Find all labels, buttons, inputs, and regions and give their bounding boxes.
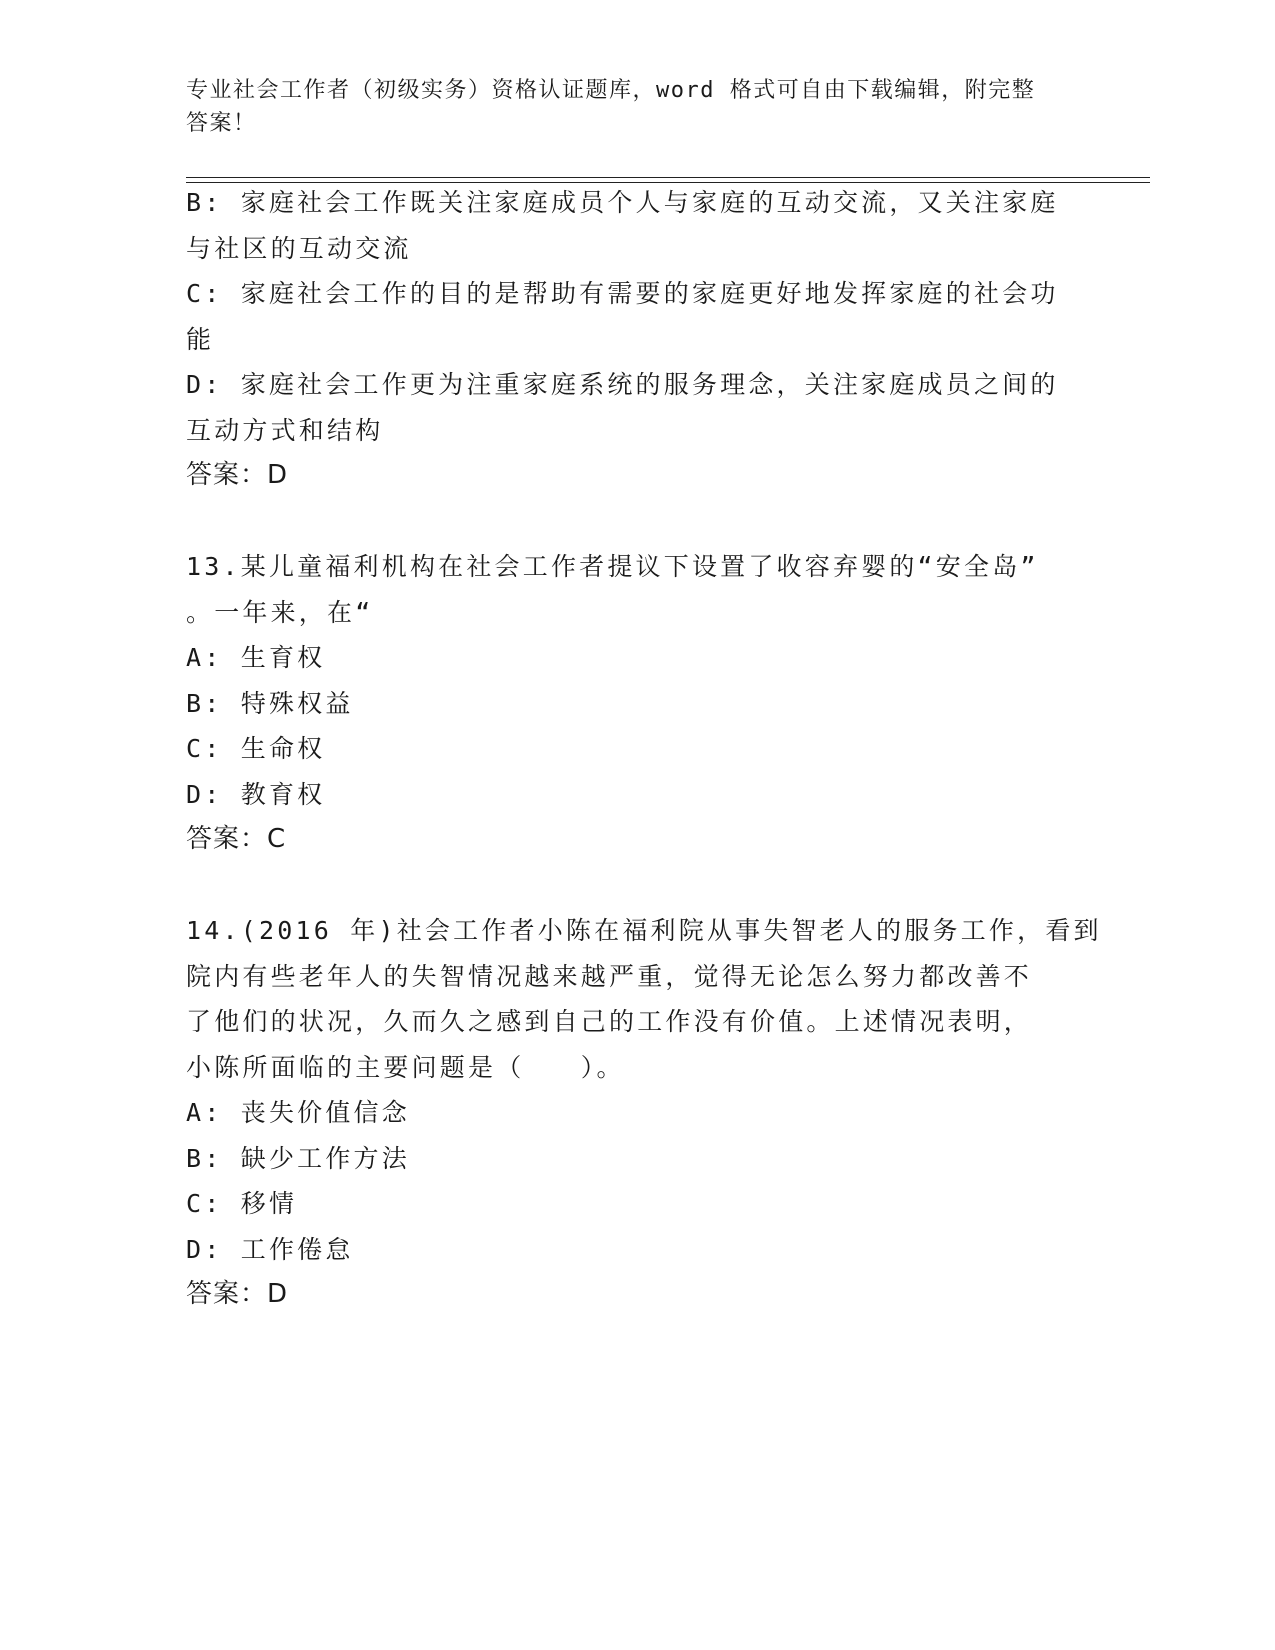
q14-answer: 答案：D [186,1279,289,1309]
q13-stem-line-1: 13.某儿童福利机构在社会工作者提议下设置了收容弃婴的“安全岛” [186,552,1039,581]
q13-option-d: D: 教育权 [186,779,326,809]
q14-stem-line-2: 院内有些老年人的失智情况越来越严重，觉得无论怎么努力都改善不 [186,961,1033,991]
question-13 [186,544,1086,863]
question-12 [186,180,1086,499]
q13-stem-line-2: 。一年来，在“ [186,597,374,627]
q12-option-d-line-2: 互动方式和结构 [186,415,384,445]
header-divider-top [186,177,1150,178]
q14-stem-line-4: 小陈所面临的主要问题是（ ）。 [186,1052,625,1082]
q14-option-b: B: 缺少工作方法 [186,1143,410,1173]
q13-answer: 答案：C [186,824,287,854]
document-header [186,74,1066,140]
q14-option-d: D: 工作倦怠 [186,1234,354,1264]
q14-stem-line-3: 了他们的状况，久而久之感到自己的工作没有价值。上述情况表明， [186,1007,1033,1036]
question-14 [186,908,1102,1318]
header-line-1: 专业社会工作者（初级实务）资格认证题库，word 格式可自由下载编辑，附完整 [186,78,1036,103]
q12-option-d-line-1: D: 家庭社会工作更为注重家庭系统的服务理念，关注家庭成员之间的 [186,370,1059,399]
question-content [186,180,1102,1318]
spacer [186,863,1086,909]
q12-option-b-line-2: 与社区的互动交流 [186,233,412,263]
q13-option-c: C: 生命权 [186,734,326,763]
q14-option-c: C: 移情 [186,1189,298,1218]
q13-option-b: B: 特殊权益 [186,688,354,718]
q13-option-a: A: 生育权 [186,643,326,672]
header-line-2: 答案！ [186,111,257,136]
spacer [186,499,1086,545]
q12-answer: 答案：D [186,460,289,490]
q14-stem-line-1: 14.(2016 年)社会工作者小陈在福利院从事失智老人的服务工作，看到 [186,916,1102,945]
q12-option-c-line-1: C: 家庭社会工作的目的是帮助有需要的家庭更好地发挥家庭的社会功 [186,279,1059,308]
q14-option-a: A: 丧失价值信念 [186,1098,410,1127]
q12-option-b-line-1: B: 家庭社会工作既关注家庭成员个人与家庭的互动交流，又关注家庭 [186,188,1059,217]
q12-option-c-line-2: 能 [186,324,215,354]
